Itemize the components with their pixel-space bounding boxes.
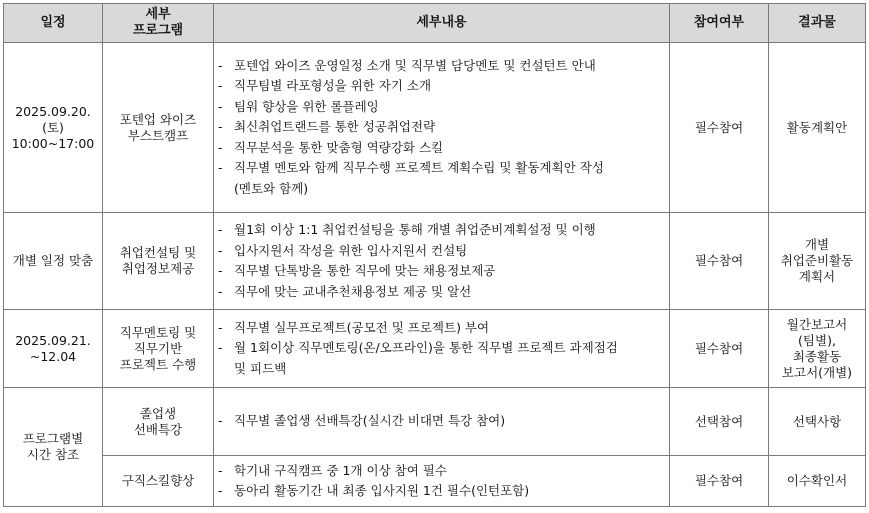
detail-text: 직무분석을 통한 맞춤형 역량강화 스킬: [234, 139, 444, 155]
detail-text: 직무별 멘토와 함께 직무수행 프로젝트 계획수립 및 활동계획안 작성 (멘토와 함께): [234, 160, 604, 196]
participation-cell: 필수참여: [670, 456, 769, 507]
program-cell: 졸업생 선배특강: [103, 388, 214, 456]
detail-item: [218, 97, 665, 118]
details-cell: [214, 388, 670, 456]
participation-cell: 필수참여: [670, 213, 769, 310]
detail-item: [218, 481, 665, 502]
table-row: [4, 43, 866, 213]
detail-list: [218, 220, 665, 302]
header-result: 결과물: [769, 4, 866, 43]
detail-item: [218, 318, 665, 339]
participation-cell: 필수참여: [670, 43, 769, 213]
table-row: [4, 213, 866, 310]
header-schedule: 일정: [4, 4, 103, 43]
bullet-dash: -: [218, 139, 223, 155]
table-row: [4, 310, 866, 388]
bullet-dash: -: [218, 160, 223, 176]
detail-text: 팀워 향상을 위한 롤플레잉: [234, 98, 379, 114]
detail-item: [218, 56, 665, 77]
bullet-dash: -: [218, 319, 223, 335]
program-schedule-table: [3, 3, 866, 507]
table-row: [4, 456, 866, 507]
detail-text: 직무별 단톡방을 통한 직무에 맞는 채용정보제공: [234, 263, 496, 278]
bullet-dash: -: [218, 98, 223, 114]
participation-cell: 필수참여: [670, 310, 769, 388]
result-cell: 선택사항: [769, 388, 866, 456]
result-cell: 이수확인서: [769, 456, 866, 507]
bullet-dash: -: [218, 78, 223, 94]
detail-item: [218, 282, 665, 303]
detail-text: 동아리 활동기간 내 최종 입사지원 1건 필수(인턴포함): [234, 483, 530, 498]
detail-text: 직무팀별 라포형성을 위한 자기 소개: [234, 78, 432, 94]
bullet-dash: -: [218, 340, 223, 356]
detail-item: [218, 241, 665, 262]
detail-item: [218, 158, 665, 199]
header-participation: 참여여부: [670, 4, 769, 43]
result-cell: 개별 취업준비활동 계획서: [769, 213, 866, 310]
detail-list: [218, 411, 665, 432]
detail-list: [218, 56, 665, 200]
bullet-dash: -: [218, 222, 223, 237]
detail-text: 최신취업트랜드를 통한 성공취업전략: [234, 119, 436, 135]
schedule-cell: 프로그램별 시간 참조: [4, 388, 103, 507]
details-cell: [214, 43, 670, 213]
program-cell: 직무멘토링 및 직무기반 프로젝트 수행: [103, 310, 214, 388]
schedule-cell: 개별 일정 맞춤: [4, 213, 103, 310]
bullet-dash: -: [218, 242, 223, 258]
detail-item: [218, 461, 665, 482]
detail-text: 직무에 맞는 교내추천채용정보 제공 및 알선: [234, 283, 472, 299]
details-cell: [214, 310, 670, 388]
result-cell: 월간보고서 (팀별), 최종활동 보고서(개별): [769, 310, 866, 388]
bullet-dash: -: [218, 483, 223, 498]
detail-list: [218, 461, 665, 502]
detail-text: 학기내 구직캠프 중 1개 이상 참여 필수: [234, 462, 447, 478]
detail-item: [218, 138, 665, 159]
details-cell: [214, 456, 670, 507]
program-cell: 취업컨설팅 및 취업정보제공: [103, 213, 214, 310]
detail-text: 월1회 이상 1:1 취업컨설팅을 통해 개별 취업준비계획설정 및 이행: [234, 222, 596, 237]
details-cell: [214, 213, 670, 310]
bullet-dash: -: [218, 462, 223, 478]
bullet-dash: -: [218, 263, 223, 278]
detail-item: [218, 261, 665, 282]
bullet-dash: -: [218, 119, 223, 135]
detail-item: [218, 338, 665, 379]
detail-item: [218, 117, 665, 138]
header-program: 세부 프로그램: [103, 4, 214, 43]
detail-list: [218, 318, 665, 380]
program-cell: 구직스킬향상: [103, 456, 214, 507]
detail-text: 월 1회이상 직무멘토링(온/오프라인)을 통한 직무별 프로젝트 과제점검 및 피드백: [234, 340, 618, 376]
detail-text: 입사지원서 작성을 위한 입사지원서 컨설팅: [234, 242, 468, 258]
detail-text: 직무별 졸업생 선배특강(실시간 비대면 특강 참여): [234, 413, 506, 429]
header-details: 세부내용: [214, 4, 670, 43]
bullet-dash: -: [218, 283, 223, 299]
detail-text: 직무별 실무프로젝트(공모전 및 프로젝트) 부여: [234, 319, 490, 335]
program-cell: 포텐업 와이즈 부스트캠프: [103, 43, 214, 213]
schedule-cell: 2025.09.21. ~12.04: [4, 310, 103, 388]
header-row: [4, 4, 866, 43]
bullet-dash: -: [218, 413, 223, 429]
participation-cell: 선택참여: [670, 388, 769, 456]
schedule-cell: 2025.09.20.(토) 10:00~17:00: [4, 43, 103, 213]
table-row: [4, 388, 866, 456]
bullet-dash: -: [218, 57, 223, 73]
result-cell: 활동계획안: [769, 43, 866, 213]
detail-item: [218, 411, 665, 432]
detail-item: [218, 76, 665, 97]
detail-item: [218, 220, 665, 241]
detail-text: 포텐업 와이즈 운영일정 소개 및 직무별 담당멘토 및 컨설턴트 안내: [234, 57, 596, 73]
